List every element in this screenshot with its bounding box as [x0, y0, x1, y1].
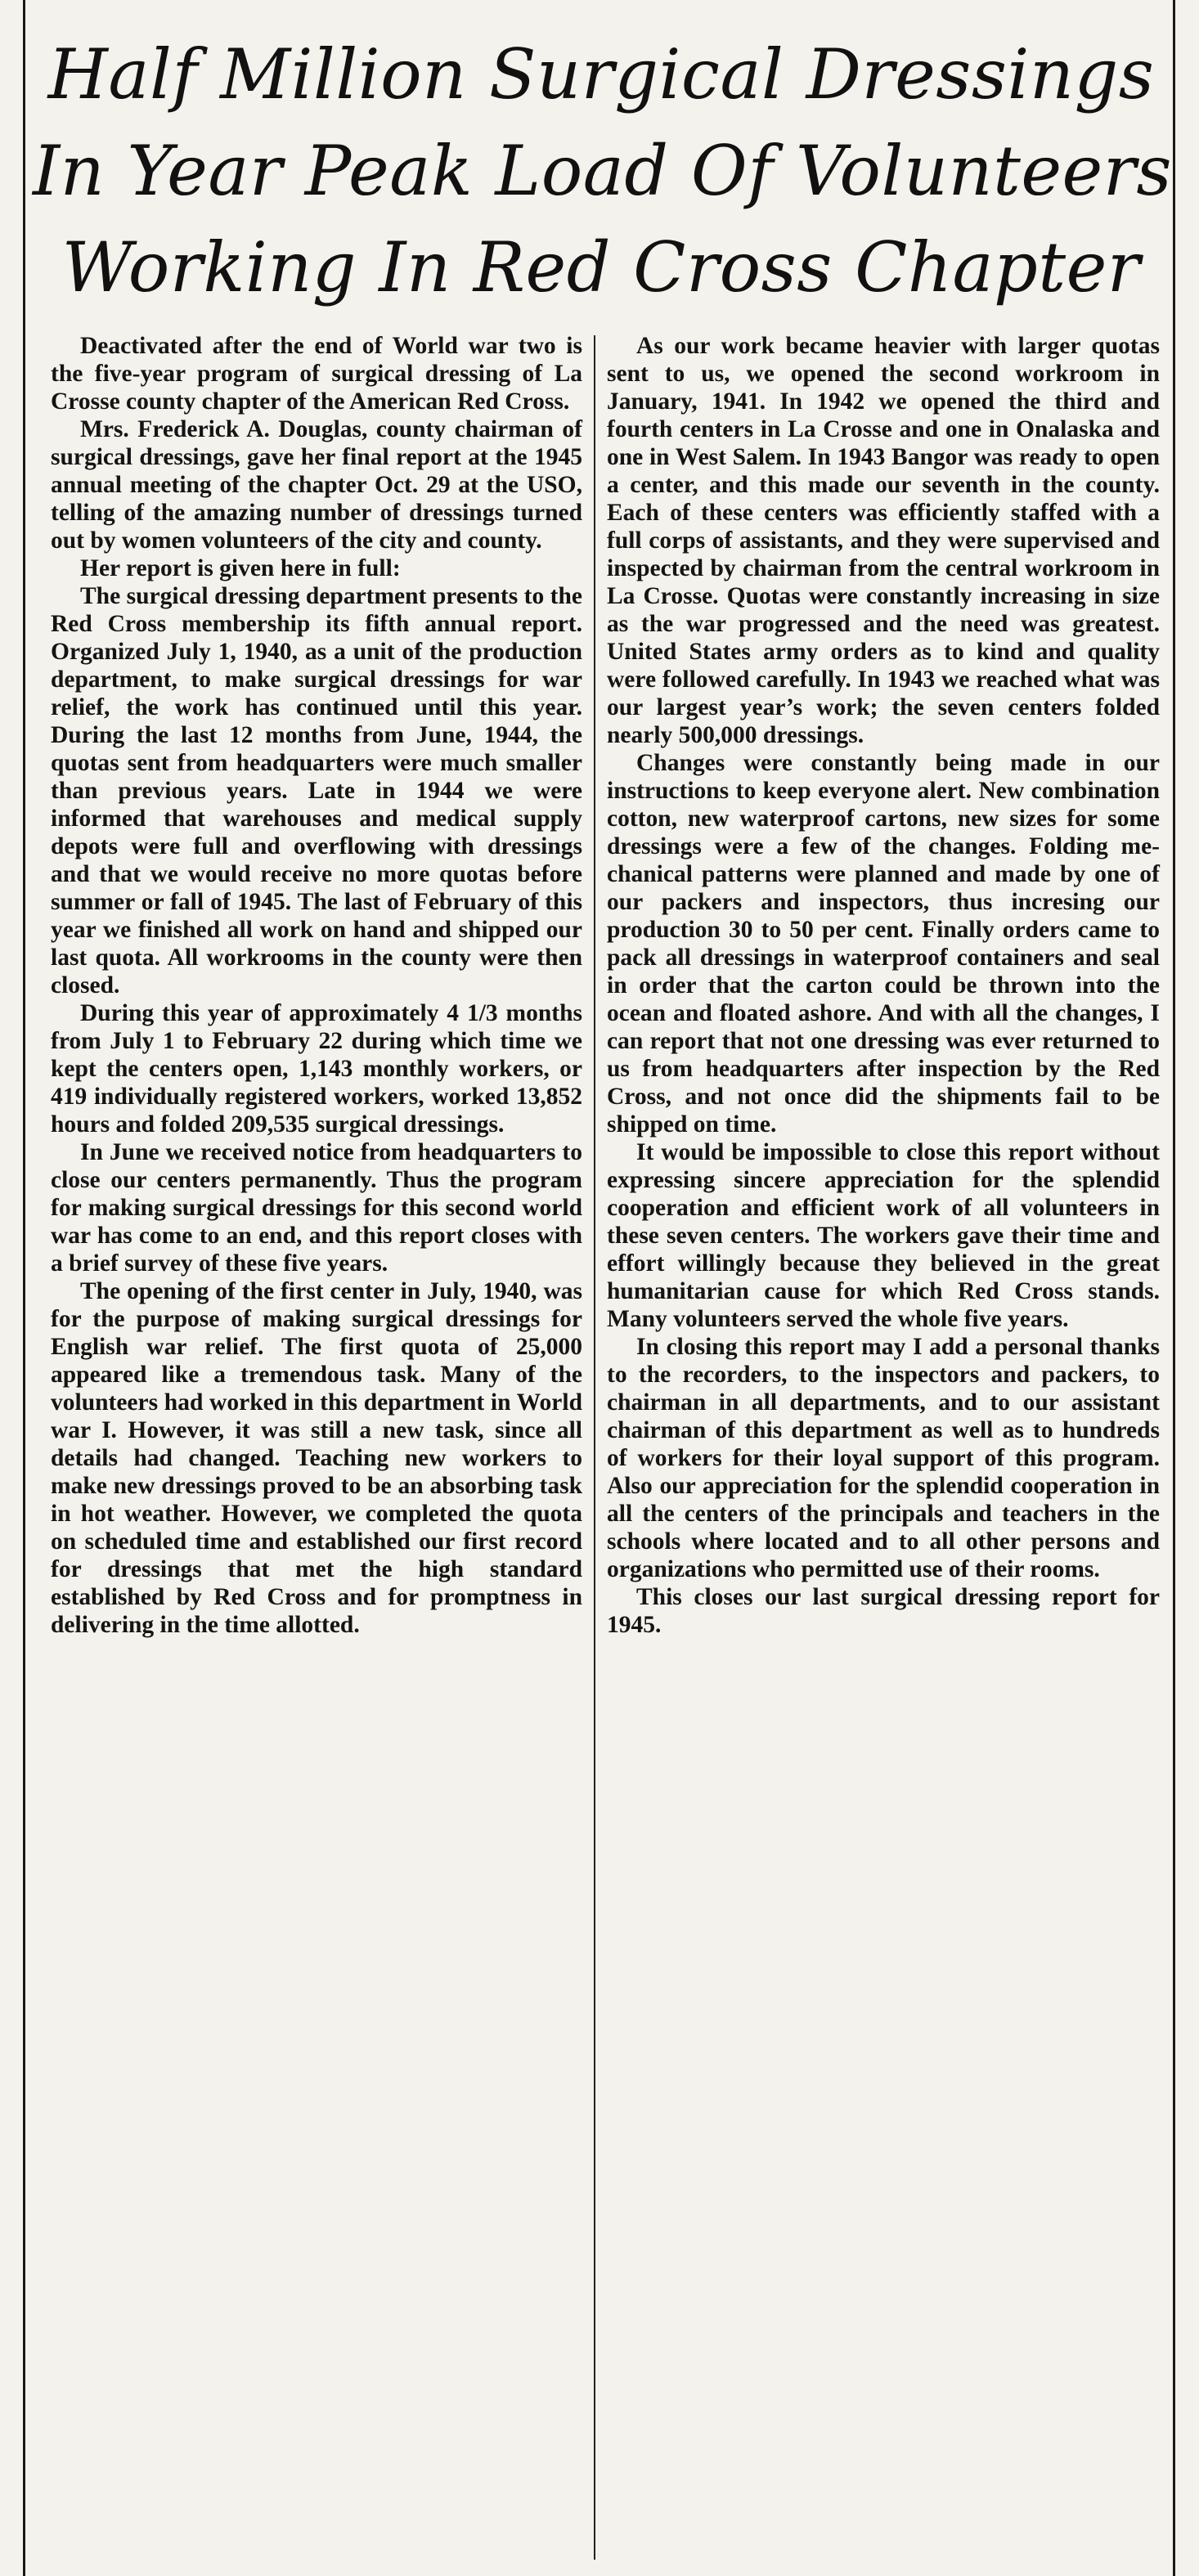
left-border-rule	[23, 0, 25, 2576]
paragraph: In closing this report may I add a personal thanks to the recorders, to the inspectors and packers, to chairman in all departments, and to our assistant chairman of this department as well as to hundreds of workers for their loyal support of this program. Also our appreciation for the splendid cooperation in all the centers of the principals and teachers in the schools where located and to all other persons and organizations who permitted use of their rooms.	[607, 1334, 1160, 1582]
paragraph: This closes our last surgical dressing report for 1945.	[607, 1584, 1160, 1638]
right-column	[607, 332, 1160, 1639]
paragraph: The opening of the first center in July, 1940, was for the purpose of making surgical dressings for English war relief. The first quota of 25,000 appeared like a tremendous task. Many of the volunteers had worked in this department in World war I. However, it was still a new task, since all details had changed. Teaching new workers to make new dressings proved to be an absorbing task in hot weather. However, we completed the quota on scheduled time and established our first record for dressings that met the high standard established by Red Cross and for promptness in delivering in the time allotted.	[51, 1278, 582, 1638]
headline-line-1: Half Million Surgical Dressings	[47, 34, 1155, 114]
paragraph: As our work became heavier with larger quotas sent to us, we opened the second workroom in January, 1941. In 1942 we opened the third and fourth centers in La Crosse and one in Onalaska and one in West Salem. In 1943 Bangor was ready to open a center, and this made our seventh in the county. Each of these centers was efficiently staffed with a full corps of assistants, and they were supervised and inspected by chairman from the central workroom in La Crosse. Quotas were constantly increasing in size as the war progressed and the need was greatest. United States army orders as to kind and quality were followed carefully. In 1943 we reached what was our largest year’s work; the seven centers folded nearly 500,000 dressings.	[607, 333, 1160, 748]
headline-line-2: In Year Peak Load Of Volunteers	[33, 131, 1173, 211]
paragraph: Deactivated after the end of World war two is the five-year program of surgical dressing of La Crosse county chapter of the American Red Cross.	[51, 333, 582, 415]
paragraph: Her report is given here in full:	[80, 555, 401, 581]
paragraph: In June we received notice from headquarters to close our centers permanently. Thus the program for making surgical dressings for this second world war has come to an end, and this report closes with a brief survey of these five years.	[51, 1139, 582, 1277]
headline	[33, 26, 1173, 316]
paragraph: The surgical dressing department presents to the Red Cross membership its fifth annual report. Organized July 1, 1940, as a unit of the production department, to make surgical dressings for war relief, the work has continued until this year. During the last 12 months from June, 1944, the quotas sent from headquarters were much smaller than previous years. Late in 1944 we were informed that warehouses and medical supply depots were full and overflowing with dressings and that we would receive no more quotas before summer or fall of 1945. The last of February of this year we finished all work on hand and shipped our last quota. All workrooms in the county were then closed.	[51, 583, 582, 999]
left-column	[51, 332, 582, 1639]
paragraph: Mrs. Frederick A. Douglas, county chairman of surgical dressings, gave her final report at the 1945 annual meeting of the chapter Oct. 29 at the USO, telling of the amazing number of dressings turned out by women volunteers of the city and county.	[51, 416, 582, 554]
right-border-rule	[1173, 0, 1175, 2576]
paragraph: Changes were constantly being made in our instructions to keep everyone alert. New combination cotton, new waterproof cartons, new sizes for some dressings were a few of the changes. Folding mechanical patterns were planned and made by one of our packers and inspectors, thus incresing our production 30 to 50 per cent. Finally orders came to pack all dressings in waterproof containers and seal in order that the carton could be thrown into the ocean and floated ashore. And with all the changes, I can report that not one dressing was ever returned to us from headquarters after inspection by the Red Cross, and not once did the shipments fail to be shipped on time.	[607, 750, 1160, 1138]
paragraph: During this year of approximately 4 1/3 months from July 1 to February 22 during which time we kept the centers open, 1,143 monthly workers, or 419 individually registered workers, worked 13,852 hours and folded 209,535 surgical dressings.	[51, 1000, 582, 1138]
paragraph: It would be impossible to close this report without expressing sincere appreciation for the splendid cooperation and efficient work of all volunteers in these seven centers. The workers gave their time and effort willingly because they believed in the great humanitarian cause for which Red Cross stands. Many volunteers served the whole five years.	[607, 1139, 1160, 1332]
headline-line-3: Working In Red Cross Chapter	[61, 227, 1141, 307]
column-divider	[594, 335, 595, 2560]
